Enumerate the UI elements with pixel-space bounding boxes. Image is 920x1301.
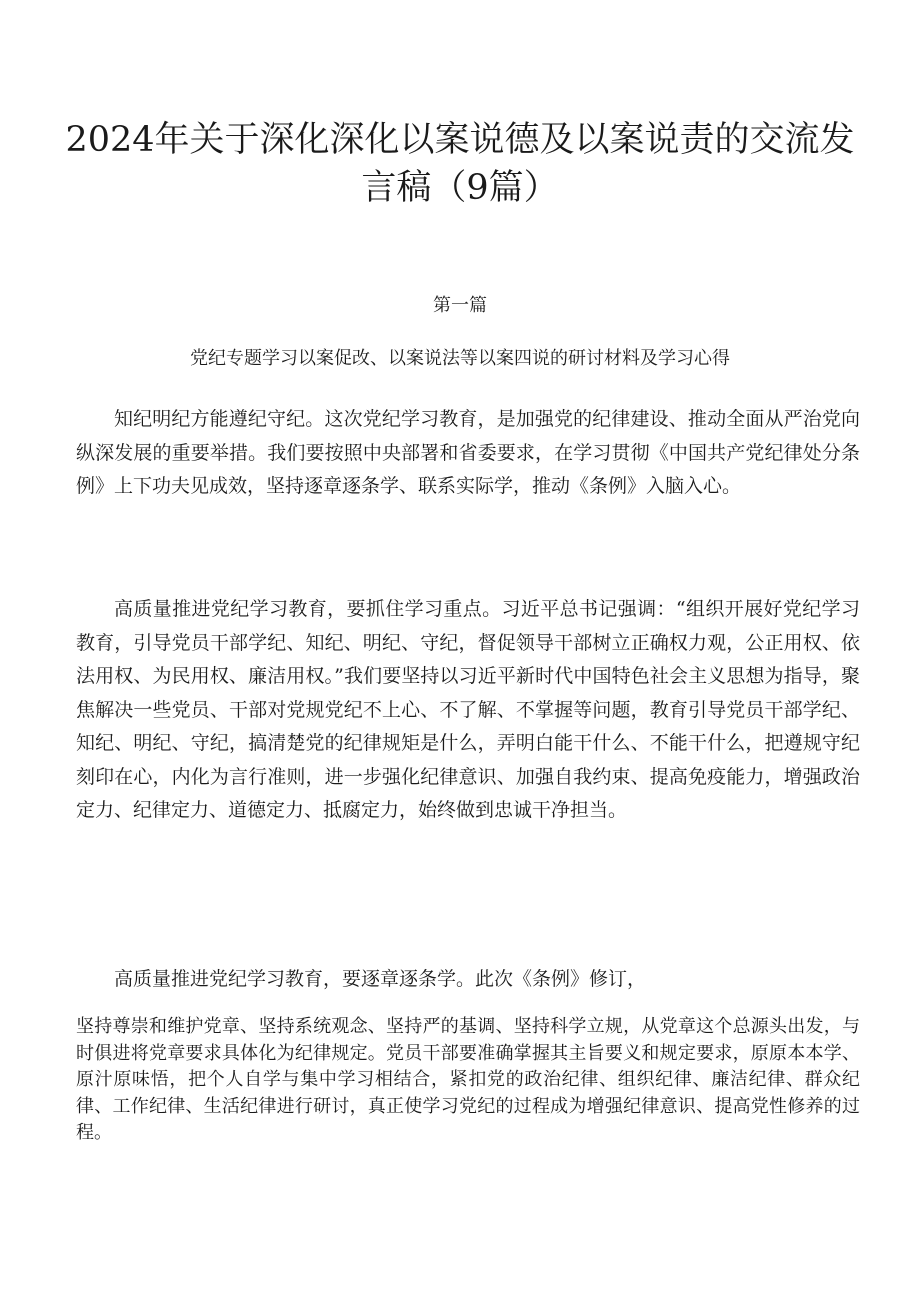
paragraph: 知纪明纪方能遵纪守纪。这次党纪学习教育，是加强党的纪律建设、推动全面从严治党向纵深发展的重要举措。我们要按照中央部署和省委要求，在学习贯彻《中国共产党纪律处分条例》上下功夫见成效，坚持逐章逐条学、联系实际学，推动《条例》入脑入心。 <box>76 408 860 497</box>
paragraph: 高质量推进党纪学习教育，要抓住学习重点。习近平总书记强调：“组织开展好党纪学习教育，引导党员干部学纪、知纪、明纪、守纪，督促领导干部树立正确权力观，公正用权、依法用权、为民用权、廉洁用权。”我们要坚持以习近平新时代中国特色社会主义思想为指导，聚焦解决一些党员、干部对党规党纪不上心、不了解、不掌握等问题，教育引导党员干部学纪、知纪、明纪、守纪，搞清楚党的纪律规矩是什么，弄明白能干什么、不能干什么，把遵规守纪刻印在心，内化为言行准则，进一步强化纪律意识、加强自我约束、提高免疫能力，增强政治定力、纪律定力、道德定力、抵腐定力，始终做到忠诚干净担当。 <box>76 598 860 821</box>
paragraph: 高质量推进党纪学习教育，要逐章逐条学。此次《条例》修订， <box>114 968 647 990</box>
document-title: 2024年关于深化深化以案说德及以案说责的交流发言稿（9篇） <box>65 120 855 208</box>
section-subtitle: 党纪专题学习以案促改、以案说法等以案四说的研讨材料及学习心得 <box>190 348 730 369</box>
paragraph: 坚持尊崇和维护党章、坚持系统观念、坚持严的基调、坚持科学立规，从党章这个总源头出发，与时俱进将党章要求具体化为纪律规定。党员干部要准确掌握其主旨要义和规定要求，原原本本学、原汁原味悟，把个人自学与集中学习相结合，紧扣党的政治纪律、组织纪律、廉洁纪律、群众纪律、工作纪律、生活纪律进行研讨，真正使学习党纪的过程成为增强纪律意识、提高党性修养的过程。 <box>76 1016 860 1144</box>
section-label: 第一篇 <box>433 295 487 316</box>
